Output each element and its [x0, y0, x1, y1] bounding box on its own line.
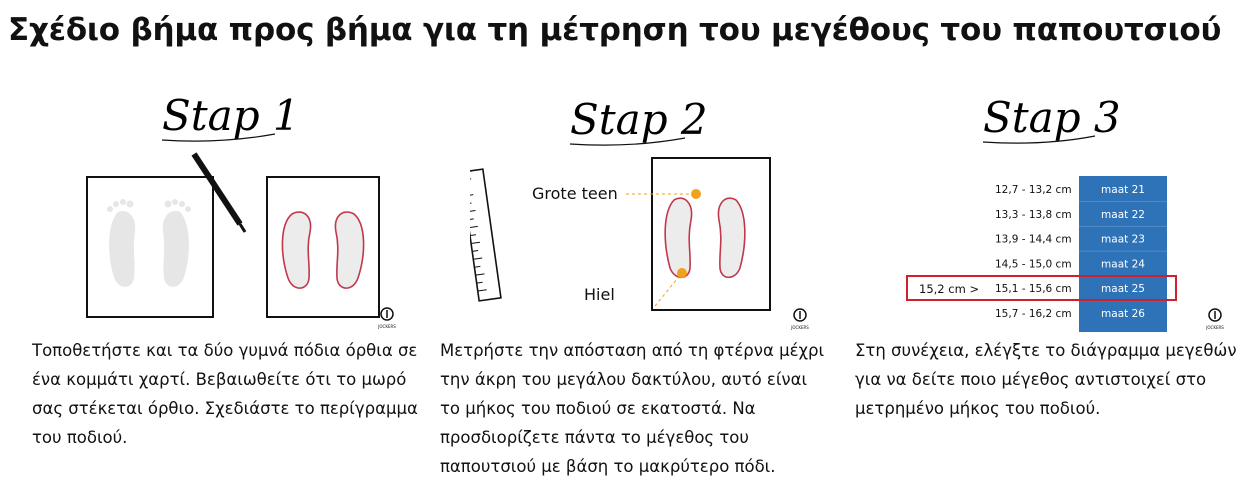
size-range-cell: 13,3 - 13,8 cm [995, 208, 1072, 221]
toe-marker [691, 189, 701, 199]
step-2-illustration [470, 82, 810, 332]
size-range-cell: 13,9 - 14,4 cm [995, 233, 1072, 246]
heel-marker [677, 268, 687, 278]
step-2-heading: Stap 2 [570, 95, 708, 144]
step-3-heading: Stap 3 [983, 93, 1121, 142]
size-range-cell: 15,7 - 16,2 cm [995, 308, 1072, 320]
size-value-cell: maat 21 [1101, 184, 1145, 196]
svg-text:JOCKERS: JOCKERS [791, 325, 809, 330]
paper-sheet [87, 177, 213, 317]
size-range-cell: 15,1 - 15,6 cm [995, 283, 1072, 296]
step-3-description: Στη συνέχεια, ελέγξτε το διάγραμμα μεγεθών για να δείτε ποιο μέγεθος αντιστοιχεί στο μετρημένο μήκος του ποδιού. [855, 341, 1237, 418]
size-value-cell: maat 23 [1101, 233, 1145, 246]
step-3-illustration [895, 82, 1235, 332]
measured-length-label: 15,2 cm > [919, 282, 980, 296]
step-1-description: Τοποθετήστε και τα δύο γυμνά πόδια όρθια σε ένα κομμάτι χαρτί. Βεβαιωθείτε ότι το μωρό σας στέκεται όρθιο. Σχεδιάστε το περίγραμμα του ποδιού. [32, 341, 418, 447]
brand-logo [790, 309, 809, 330]
step-2-description: Μετρήστε την απόσταση από τη φτέρνα μέχρι την άκρη του μεγάλου δακτύλου, αυτό είναι το μήκος του ποδιού σε εκατοστά. Να προσδιορίζετε πάντα το μέγεθος του παπουτσιού με βάση το μακρύτερο πόδι. [440, 341, 825, 476]
size-value-cell: maat 24 [1101, 258, 1145, 271]
svg-text:JOCKERS: JOCKERS [1206, 325, 1224, 330]
brand-logo [1205, 309, 1224, 330]
step-1-illustration [70, 82, 410, 332]
ruler-icon [470, 169, 501, 301]
svg-text:JOCKERS: JOCKERS [378, 324, 396, 329]
page-title: Σχέδιο βήμα προς βήμα για τη μέτρηση του μεγέθους του παπουτσιού [8, 12, 1222, 48]
size-value-cell: maat 25 [1101, 283, 1145, 296]
size-value-cell: maat 26 [1101, 308, 1145, 320]
heel-label: Hiel [584, 285, 615, 304]
size-range-cell: 14,5 - 15,0 cm [995, 258, 1072, 271]
size-range-cell: 12,7 - 13,2 cm [995, 184, 1072, 196]
size-value-cell: maat 22 [1101, 208, 1145, 221]
toe-label: Grote teen [532, 184, 618, 203]
step-1-heading: Stap 1 [162, 91, 300, 140]
brand-logo [377, 308, 396, 329]
